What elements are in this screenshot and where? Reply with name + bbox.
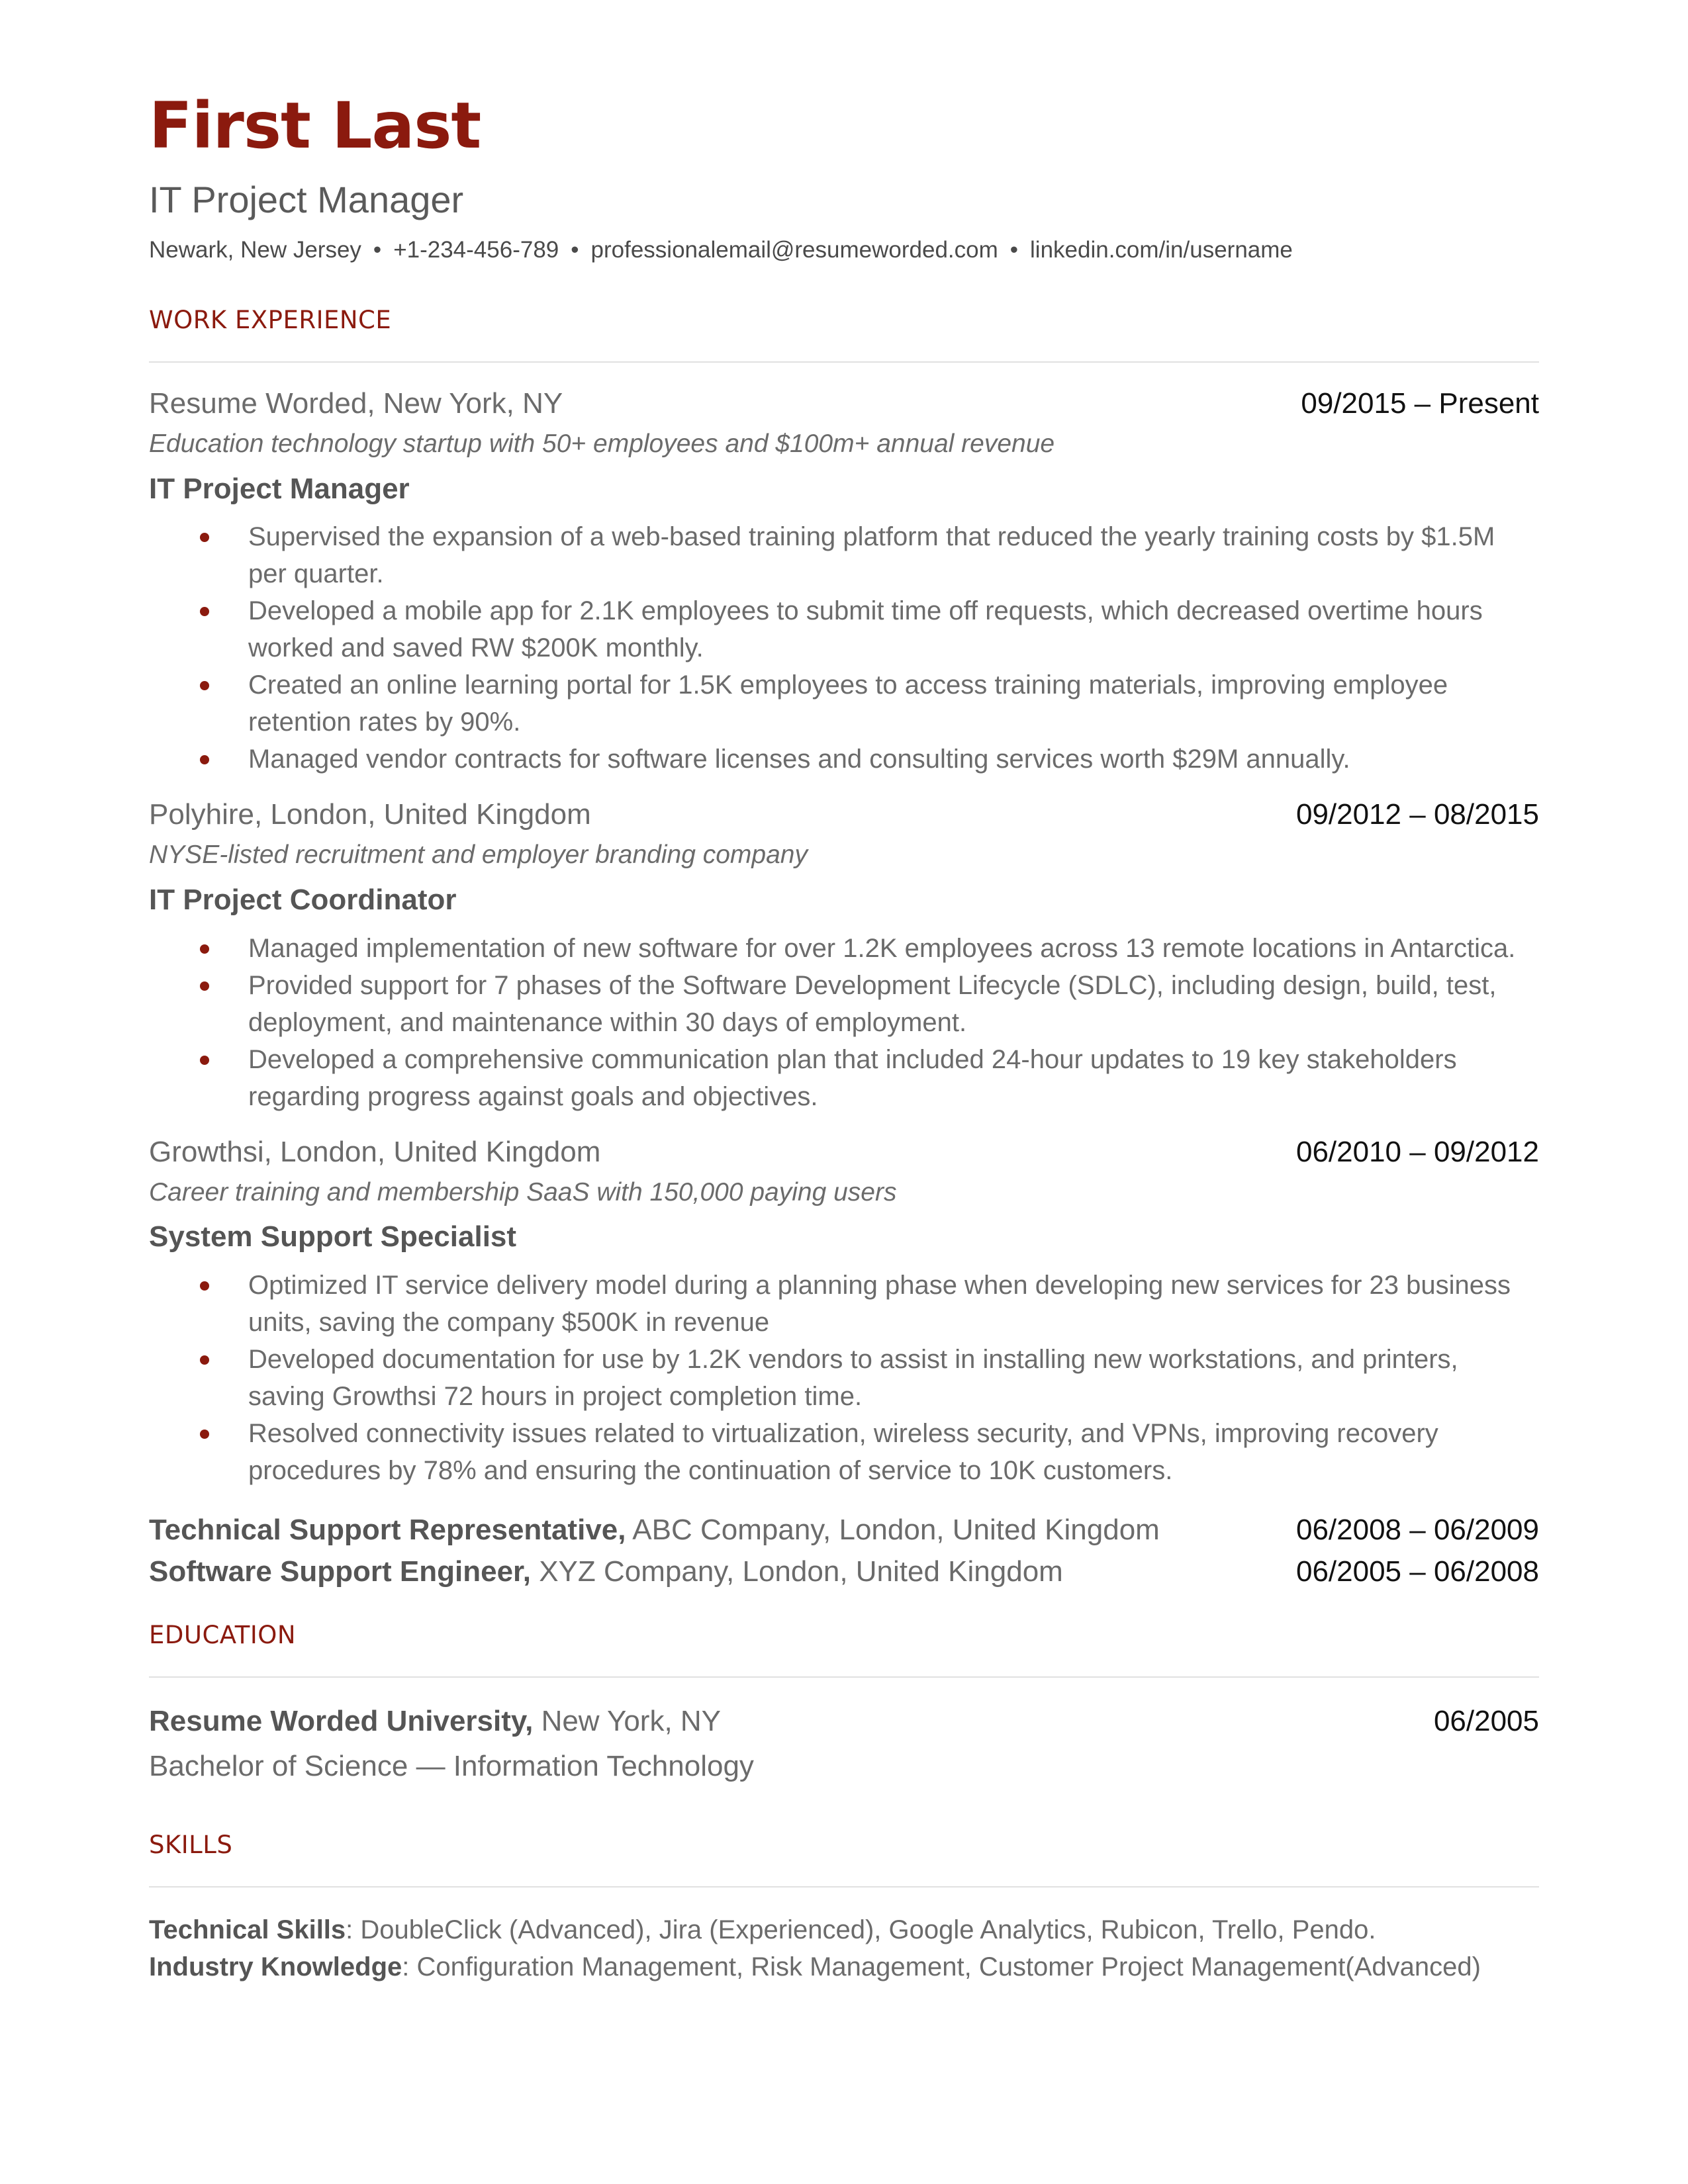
education-location: New York, NY bbox=[541, 1704, 722, 1737]
bullet-item bbox=[149, 518, 1539, 592]
bullet-item bbox=[149, 967, 1539, 1041]
contact-linkedin[interactable]: linkedin.com/in/username bbox=[1030, 237, 1293, 263]
skill-value: : Configuration Management, Risk Management, Customer Project Management(Advanced) bbox=[402, 1952, 1481, 1982]
earlier-roles bbox=[149, 1509, 1539, 1592]
job-company: Resume Worded, New York, NY bbox=[149, 387, 563, 420]
bullet-text: Created an online learning portal for 1.5K employees to access training materials, improving employee retention rates by 90%. bbox=[248, 670, 1448, 737]
skill-label: Industry Knowledge bbox=[149, 1952, 402, 1982]
candidate-title: IT Project Manager bbox=[149, 179, 464, 220]
bullet-text: Developed documentation for use by 1.2K vendors to assist in installing new workstations, and printers, saving Growthsi 72 hours in project completion time. bbox=[248, 1344, 1458, 1411]
earlier-role-title-company bbox=[149, 1509, 1160, 1551]
job-entry bbox=[149, 800, 1539, 1115]
job-role: System Support Specialist bbox=[149, 1220, 517, 1253]
bullet-item bbox=[149, 741, 1539, 778]
bullet-dot bbox=[200, 1056, 209, 1065]
bullet-item bbox=[149, 666, 1539, 741]
bullet-item bbox=[149, 1341, 1539, 1415]
bullet-dot bbox=[200, 1281, 209, 1291]
earlier-role-dates: 06/2008 – 06/2009 bbox=[1295, 1513, 1539, 1546]
skills-list bbox=[149, 1911, 1539, 1985]
bullet-item bbox=[149, 1415, 1539, 1489]
section-divider bbox=[149, 1886, 1539, 1888]
education-school-location bbox=[149, 1704, 722, 1737]
job-dates: 06/2010 – 09/2012 bbox=[1295, 1135, 1539, 1168]
skill-line bbox=[149, 1911, 1539, 1948]
contact-location: Newark, New Jersey bbox=[149, 237, 361, 263]
contact-phone: +1-234-456-789 bbox=[393, 237, 559, 263]
job-bullets bbox=[149, 518, 1539, 778]
contact-separator: • bbox=[571, 237, 579, 263]
section-heading-work: WORK EXPERIENCE bbox=[149, 306, 392, 334]
skill-value: : DoubleClick (Advanced), Jira (Experienced), Google Analytics, Rubicon, Trello, Pendo. bbox=[346, 1915, 1376, 1945]
candidate-name: First Last bbox=[149, 89, 481, 163]
contact-separator: • bbox=[373, 237, 382, 263]
bullet-item bbox=[149, 1267, 1539, 1341]
job-entry bbox=[149, 1135, 1539, 1489]
bullet-text: Managed implementation of new software for over 1.2K employees across 13 remote locations in Antarctica. bbox=[248, 933, 1516, 963]
job-company: Polyhire, London, United Kingdom bbox=[149, 798, 591, 831]
earlier-role-row bbox=[149, 1509, 1539, 1551]
bullet-dot bbox=[200, 607, 209, 616]
contact-line bbox=[149, 238, 1539, 261]
section-heading-education: EDUCATION bbox=[149, 1620, 297, 1649]
education-header bbox=[149, 1704, 1539, 1737]
job-role: IT Project Manager bbox=[149, 472, 410, 505]
earlier-role-title: Software Support Engineer, bbox=[149, 1555, 531, 1588]
skill-label: Technical Skills bbox=[149, 1915, 346, 1945]
job-header bbox=[149, 389, 1539, 418]
job-role: IT Project Coordinator bbox=[149, 884, 457, 917]
job-bullets bbox=[149, 930, 1539, 1115]
bullet-dot bbox=[200, 944, 209, 954]
bullet-dot bbox=[200, 1430, 209, 1439]
education-school: Resume Worded University, bbox=[149, 1704, 534, 1737]
bullet-dot bbox=[200, 533, 209, 542]
earlier-role-company: XYZ Company, London, United Kingdom bbox=[539, 1555, 1063, 1588]
job-header bbox=[149, 800, 1539, 829]
bullet-text: Resolved connectivity issues related to virtualization, wireless security, and VPNs, improving recovery procedures by 78% and ensuring the continuation of service to 10K customers. bbox=[248, 1418, 1438, 1485]
bullet-text: Managed vendor contracts for software licenses and consulting services worth $29M annually. bbox=[248, 745, 1350, 774]
section-heading-skills: SKILLS bbox=[149, 1831, 233, 1860]
skill-line bbox=[149, 1948, 1539, 1985]
resume-page bbox=[149, 86, 1539, 1985]
bullet-text: Optimized IT service delivery model during a planning phase when developing new services for 23 business units, saving the company $500K in revenue bbox=[248, 1270, 1511, 1337]
bullet-dot bbox=[200, 755, 209, 764]
education-degree: Bachelor of Science — Information Technology bbox=[149, 1749, 754, 1782]
bullet-dot bbox=[200, 981, 209, 991]
job-entry bbox=[149, 389, 1539, 778]
earlier-role-company: ABC Company, London, United Kingdom bbox=[632, 1513, 1160, 1546]
section-divider bbox=[149, 1676, 1539, 1678]
contact-email[interactable]: professionalemail@resumeworded.com bbox=[590, 237, 998, 263]
bullet-item bbox=[149, 930, 1539, 967]
bullet-text: Developed a comprehensive communication plan that included 24-hour updates to 19 key stakeholders regarding progress against goals and objectives. bbox=[248, 1044, 1457, 1111]
job-dates: 09/2015 – Present bbox=[1301, 387, 1539, 420]
education-date: 06/2005 bbox=[1433, 1704, 1539, 1737]
earlier-role-dates: 06/2005 – 06/2008 bbox=[1295, 1555, 1539, 1588]
bullet-item bbox=[149, 592, 1539, 666]
job-bullets bbox=[149, 1267, 1539, 1489]
earlier-role-title-company bbox=[149, 1551, 1063, 1592]
job-company: Growthsi, London, United Kingdom bbox=[149, 1135, 601, 1168]
bullet-item bbox=[149, 1041, 1539, 1115]
contact-separator: • bbox=[1009, 237, 1019, 263]
job-description: NYSE-listed recruitment and employer branding company bbox=[149, 841, 808, 870]
bullet-dot bbox=[200, 681, 209, 690]
job-description: Education technology startup with 50+ employees and $100m+ annual revenue bbox=[149, 430, 1055, 458]
bullet-dot bbox=[200, 1355, 209, 1365]
bullet-text: Supervised the expansion of a web-based training platform that reduced the yearly training costs by $1.5M per quarter. bbox=[248, 522, 1495, 589]
section-divider bbox=[149, 361, 1539, 363]
job-dates: 09/2012 – 08/2015 bbox=[1295, 798, 1539, 831]
job-header bbox=[149, 1135, 1539, 1168]
job-description: Career training and membership SaaS with 150,000 paying users bbox=[149, 1177, 897, 1206]
earlier-role-title: Technical Support Representative, bbox=[149, 1513, 626, 1546]
bullet-text: Developed a mobile app for 2.1K employees to submit time off requests, which decreased overtime hours worked and saved RW $200K monthly. bbox=[248, 596, 1483, 663]
earlier-role-row bbox=[149, 1551, 1539, 1592]
bullet-text: Provided support for 7 phases of the Software Development Lifecycle (SDLC), including design, build, test, deployment, and maintenance within 30 days of employment. bbox=[248, 970, 1497, 1037]
